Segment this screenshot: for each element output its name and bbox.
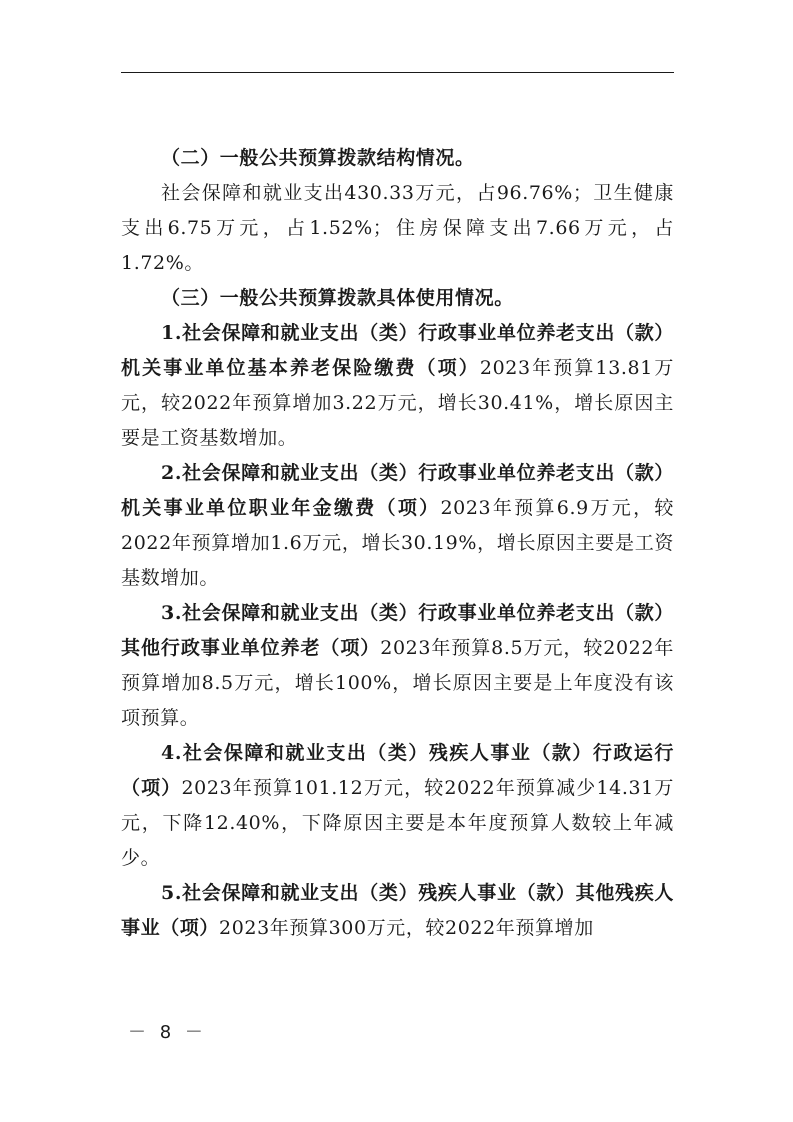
item-title-2: 2.社会保障和就业支出（类）行政事业单位养老支出（款）机关事业单位职业年金缴费（项）	[121, 462, 674, 519]
item-paragraph-2	[121, 456, 674, 596]
item-text-5: 2023年预算300万元，较2022年预算增加	[219, 917, 594, 939]
item-title-5: 5.社会保障和就业支出（类）残疾人事业（款）其他残疾人事业（项）	[121, 882, 674, 939]
item-paragraph-1	[121, 316, 674, 456]
item-paragraph-3	[121, 596, 674, 736]
page-number: － 8 －	[128, 1022, 207, 1043]
document-body	[121, 141, 674, 946]
item-text-3: 2023年预算8.5万元，较2022年预算增加8.5万元，增长100%，增长原因主要是上年度没有该项预算。	[121, 637, 674, 729]
item-text-2: 2023年预算6.9万元，较2022年预算增加1.6万元，增长30.19%，增长原因主要是工资基数增加。	[121, 497, 674, 589]
item-paragraph-4	[121, 736, 674, 876]
item-text-4: 2023年预算101.12万元，较2022年预算减少14.31万元，下降12.40%，下降原因主要是本年度预算人数较上年减少。	[121, 777, 674, 869]
item-title-3: 3.社会保障和就业支出（类）行政事业单位养老支出（款）其他行政事业单位养老（项）	[121, 602, 674, 659]
item-text-1: 2023年预算13.81万元，较2022年预算增加3.22万元，增长30.41%，增长原因主要是工资基数增加。	[121, 357, 675, 449]
section-paragraph-structure: 社会保障和就业支出430.33万元，占96.76%；卫生健康支出6.75万元，占1.52%；住房保障支出7.66万元，占1.72%。	[121, 182, 674, 274]
section-heading-structure: （二）一般公共预算拨款结构情况。	[161, 147, 475, 169]
section-heading-usage: （三）一般公共预算拨款具体使用情况。	[161, 287, 514, 309]
item-title-1: 1.社会保障和就业支出（类）行政事业单位养老支出（款）机关事业单位基本养老保险缴费（项）	[121, 322, 674, 379]
header-rule	[121, 72, 674, 73]
item-paragraph-5	[121, 876, 674, 946]
item-title-4: 4.社会保障和就业支出（类）残疾人事业（款）行政运行（项）	[121, 742, 674, 799]
